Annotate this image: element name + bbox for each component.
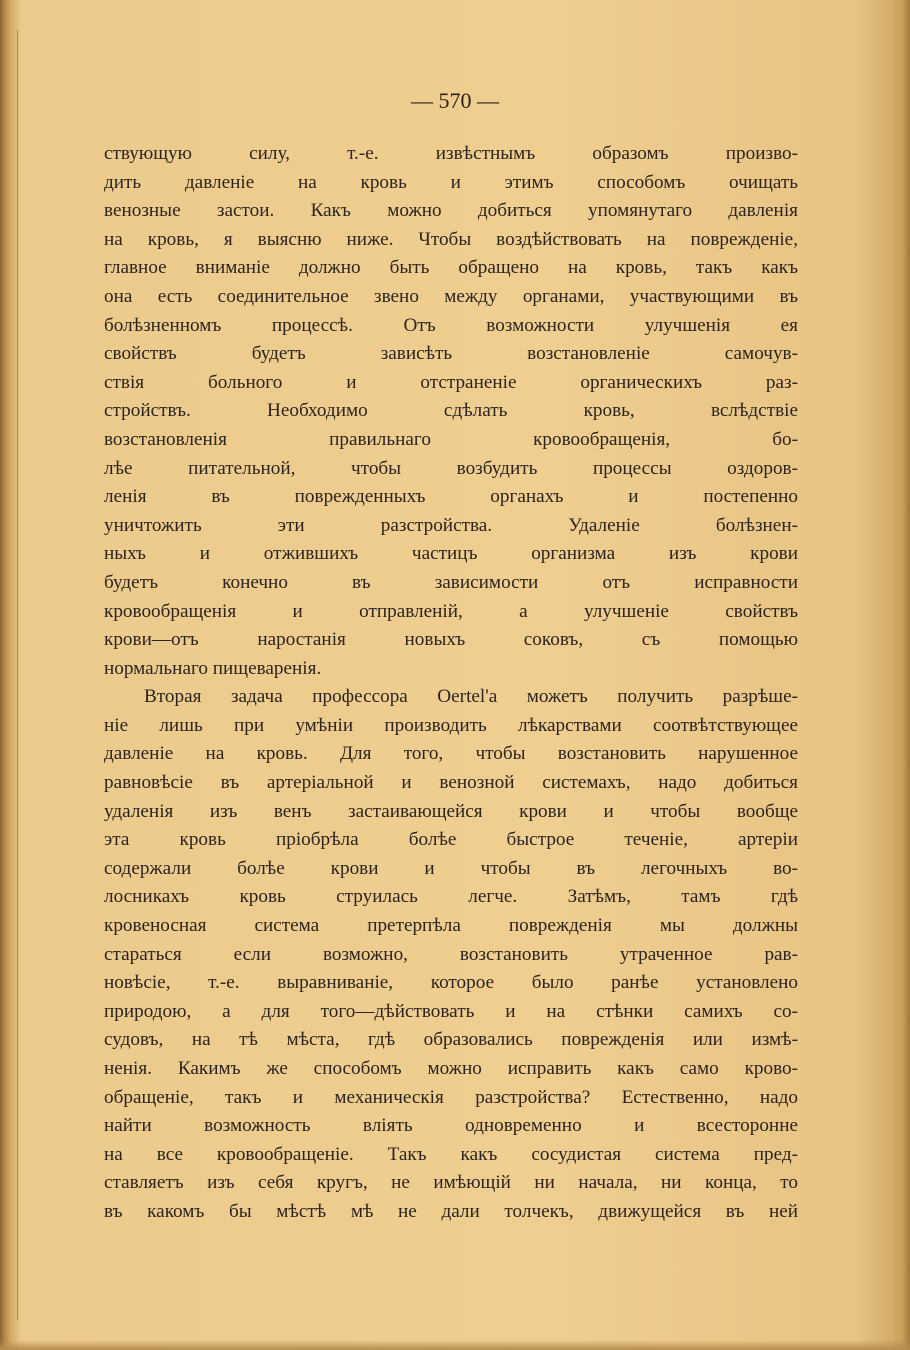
text-line: обращеніе, такъ и механическія разстройства? Естественно, надо [104, 1086, 798, 1108]
text-line: лѣе питательной, чтобы возбудить процессы оздоров- [104, 457, 798, 479]
text-line: болѣзненномъ процессѣ. Отъ возможности улучшенія ея [104, 314, 798, 336]
page-bottom-edge [0, 1340, 910, 1350]
text-line: свойствъ будетъ зависѣть возстановленіе самочув- [104, 343, 798, 365]
text-line: Вторая задача профессора Oertel'а можетъ получить разрѣше- [144, 686, 798, 708]
text-line: равновѣсіе въ артеріальной и венозной системахъ, надо добиться [104, 772, 798, 794]
text-line: дить давленіе на кровь и этимъ способомъ очищать [104, 171, 798, 193]
text-line: давленіе на кровь. Для того, чтобы возстановить нарушенное [104, 743, 798, 765]
page-right-edge [892, 0, 910, 1350]
text-line: содержали болѣе крови и чтобы въ легочныхъ во- [104, 857, 798, 879]
text-line: возстановленія правильнаго кровообращенія, бо- [104, 428, 798, 450]
text-line: новѣсіе, т.-е. выравниваніе, которое было ранѣе установлено [104, 972, 798, 994]
text-line: кровеносная система претерпѣла поврежденія мы должны [104, 915, 798, 937]
text-line: на кровь, я выясню ниже. Чтобы воздѣйствовать на поврежденіе, [104, 228, 798, 250]
page-number: — 570 — [411, 88, 499, 113]
page-fold-line [17, 30, 18, 1320]
text-line: ныхъ и отжившихъ частицъ организма изъ крови [104, 543, 798, 565]
body-text [104, 140, 798, 1227]
text-line: удаленія изъ венъ застаивающейся крови и чтобы вообще [104, 800, 798, 822]
text-line: въ какомъ бы мѣстѣ мѣ не дали толчекъ, движущейся въ ней [104, 1200, 798, 1222]
text-line: ствующую силу, т.-е. извѣстнымъ образомъ произво- [104, 143, 798, 164]
text-line: кровообращенія и отправленій, а улучшеніе свойствъ [104, 600, 798, 622]
text-line: ленія въ поврежденныхъ органахъ и постепенно [104, 486, 798, 508]
text-line: она есть соединительное звено между органами, участвующими въ [104, 285, 798, 307]
text-line: главное вниманіе должно быть обращено на кровь, такъ какъ [104, 257, 798, 279]
text-line: природою, а для того—дѣйствовать и на стѣнки самихъ со- [104, 1000, 798, 1022]
text-line: крови—отъ наростанія новыхъ соковъ, съ помощью [104, 629, 798, 651]
text-line: нормальнаго пищеваренія. [104, 657, 322, 679]
text-line: ставляетъ изъ себя кругъ, не имѣющій ни начала, ни конца, то [104, 1172, 798, 1194]
text-line: стараться если возможно, возстановить утраченное рав- [104, 943, 798, 965]
text-line: ненія. Какимъ же способомъ можно исправить какъ само крово- [104, 1058, 798, 1079]
text-line: венозные застои. Какъ можно добиться упомянутаго давленія [104, 200, 798, 222]
text-line: стройствъ. Необходимо сдѣлать кровь, вслѣдствіе [104, 400, 798, 422]
text-line: эта кровь пріобрѣла болѣе быстрое теченіе, артеріи [104, 829, 798, 851]
text-line: уничтожить эти разстройства. Удаленіе болѣзнен- [104, 514, 798, 536]
text-line: ніе лишь при умѣніи производить лѣкарствами соотвѣтствующее [104, 714, 798, 736]
text-line: на все кровообращеніе. Такъ какъ сосудистая система пред- [104, 1143, 798, 1165]
text-line: лосникахъ кровь струилась легче. Затѣмъ, тамъ гдѣ [104, 886, 798, 908]
text-line: ствія больного и отстраненіе органическихъ раз- [104, 371, 798, 393]
text-line: судовъ, на тѣ мѣста, гдѣ образовались поврежденія или измѣ- [104, 1029, 798, 1051]
text-line: будетъ конечно въ зависимости отъ исправности [104, 571, 798, 593]
text-line: найти возможность влiять одновременно и всесторонне [104, 1115, 798, 1137]
